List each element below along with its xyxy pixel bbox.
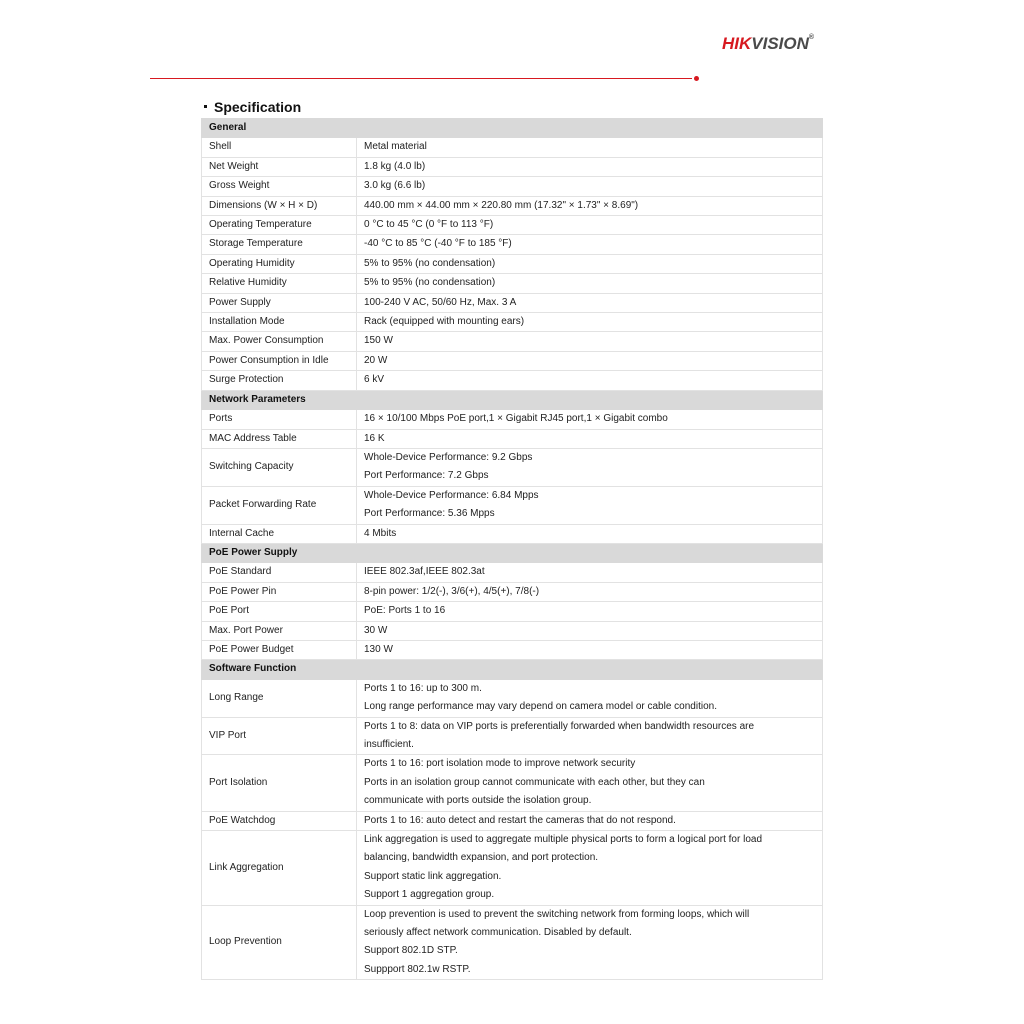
spec-value-line: 5% to 95% (no condensation) (364, 257, 496, 269)
spec-value-line: balancing, bandwidth expansion, and port protection. (364, 852, 599, 864)
spec-value-line: communicate with ports outside the isolation group. (364, 795, 592, 807)
spec-label: VIP Port (202, 717, 357, 755)
spec-value (357, 138, 823, 157)
table-row (202, 332, 823, 351)
logo-registered-mark: ® (808, 34, 815, 41)
spec-value-line: 1.8 kg (4.0 lb) (364, 160, 426, 172)
spec-value-line: 130 W (364, 643, 393, 655)
spec-value (357, 563, 823, 582)
spec-value (357, 582, 823, 601)
table-row (202, 448, 823, 486)
spec-value-line: 30 W (364, 624, 388, 636)
spec-value-line: Link aggregation is used to aggregate multiple physical ports to form a logical port for load (364, 834, 763, 846)
spec-value-line: Whole-Device Performance: 6.84 Mpps (364, 489, 539, 501)
spec-value-line: 4 Mbits (364, 527, 397, 539)
section-header-row (202, 660, 823, 679)
table-row (202, 429, 823, 448)
spec-label: PoE Watchdog (202, 811, 357, 830)
spec-value-line: Ports 1 to 16: auto detect and restart the cameras that do not respond. (364, 814, 676, 826)
page-title-text: Specification (214, 99, 302, 115)
table-row (202, 755, 823, 811)
table-row (202, 905, 823, 980)
spec-label: Port Isolation (202, 755, 357, 811)
spec-label: PoE Power Pin (202, 582, 357, 601)
spec-value (357, 811, 823, 830)
spec-label: Power Consumption in Idle (202, 351, 357, 370)
logo-vision: VISION (751, 34, 809, 53)
spec-label: Relative Humidity (202, 274, 357, 293)
spec-label: Storage Temperature (202, 235, 357, 254)
spec-value-line: Support 802.1D STP. (364, 945, 458, 957)
spec-value-line: Whole-Device Performance: 9.2 Gbps (364, 451, 533, 463)
spec-value-line: 100-240 V AC, 50/60 Hz, Max. 3 A (364, 296, 517, 308)
section-header: Network Parameters (202, 390, 823, 409)
section-header: PoE Power Supply (202, 543, 823, 562)
spec-label: Gross Weight (202, 177, 357, 196)
table-row (202, 679, 823, 717)
table-row (202, 157, 823, 176)
spec-value (357, 640, 823, 659)
spec-label: Max. Power Consumption (202, 332, 357, 351)
spec-label: Surge Protection (202, 371, 357, 390)
table-row (202, 371, 823, 390)
spec-value (357, 196, 823, 215)
spec-value (357, 216, 823, 235)
spec-label: PoE Standard (202, 563, 357, 582)
spec-label: Operating Temperature (202, 216, 357, 235)
spec-value-line: 440.00 mm × 44.00 mm × 220.80 mm (17.32" × 1.73" × 8.69") (364, 199, 639, 211)
spec-label: PoE Power Budget (202, 640, 357, 659)
spec-label: Internal Cache (202, 524, 357, 543)
spec-value-line: Rack (equipped with mounting ears) (364, 316, 525, 328)
table-row (202, 138, 823, 157)
spec-label: Shell (202, 138, 357, 157)
spec-label: Operating Humidity (202, 254, 357, 273)
spec-value-line: Port Performance: 5.36 Mpps (364, 508, 495, 520)
section-header-row (202, 543, 823, 562)
spec-label: Installation Mode (202, 313, 357, 332)
spec-label: Loop Prevention (202, 905, 357, 980)
table-row (202, 293, 823, 312)
spec-label: Max. Port Power (202, 621, 357, 640)
spec-value-line: Long range performance may vary depend on camera model or cable condition. (364, 701, 717, 713)
spec-value-line: Port Performance: 7.2 Gbps (364, 470, 489, 482)
spec-value (357, 429, 823, 448)
spec-label: Packet Forwarding Rate (202, 486, 357, 524)
spec-value (357, 905, 823, 980)
page-title (204, 99, 301, 115)
spec-value-line: Support 1 aggregation group. (364, 889, 495, 901)
spec-value-line: insufficient. (364, 739, 414, 750)
spec-value-line: 16 × 10/100 Mbps PoE port,1 × Gigabit RJ45 port,1 × Gigabit combo (364, 413, 668, 425)
spec-value (357, 274, 823, 293)
spec-value-line: 6 kV (364, 374, 385, 386)
table-row (202, 582, 823, 601)
spec-value-line: 8-pin power: 1/2(-), 3/6(+), 4/5(+), 7/8(-) (364, 585, 540, 597)
spec-label: Ports (202, 410, 357, 429)
spec-value-line: Ports in an isolation group cannot communicate with each other, but they can (364, 776, 705, 788)
spec-value (357, 524, 823, 543)
section-header: Software Function (202, 660, 823, 679)
bullet-icon (204, 105, 207, 108)
table-row (202, 254, 823, 273)
spec-value-line: Metal material (364, 141, 427, 153)
table-row (202, 831, 823, 906)
spec-label: MAC Address Table (202, 429, 357, 448)
table-row (202, 177, 823, 196)
spec-label: Link Aggregation (202, 831, 357, 906)
spec-value (357, 755, 823, 811)
table-row (202, 621, 823, 640)
spec-value-line: 16 K (364, 432, 385, 444)
spec-value-line: Ports 1 to 16: port isolation mode to improve network security (364, 758, 636, 770)
table-row (202, 313, 823, 332)
table-row (202, 524, 823, 543)
spec-value-line: Support static link aggregation. (364, 870, 502, 882)
spec-value (357, 410, 823, 429)
spec-value (357, 371, 823, 390)
table-row (202, 216, 823, 235)
spec-value (357, 254, 823, 273)
header-divider-dot (694, 76, 699, 81)
table-row (202, 811, 823, 830)
spec-value (357, 157, 823, 176)
table-row (202, 602, 823, 621)
hikvision-logo (722, 34, 814, 54)
spec-value-line: 0 °C to 45 °C (0 °F to 113 °F) (364, 219, 494, 231)
table-row (202, 196, 823, 215)
logo-hik: HIK (722, 34, 752, 53)
specification-table (201, 118, 823, 980)
table-row (202, 274, 823, 293)
spec-value-line: 3.0 kg (6.6 lb) (364, 180, 426, 192)
spec-value (357, 679, 823, 717)
table-row (202, 717, 823, 755)
header-divider (150, 78, 692, 79)
spec-label: Net Weight (202, 157, 357, 176)
spec-value (357, 448, 823, 486)
table-row (202, 640, 823, 659)
spec-label: PoE Port (202, 602, 357, 621)
spec-value (357, 177, 823, 196)
spec-label: Dimensions (W × H × D) (202, 196, 357, 215)
spec-value-line: PoE: Ports 1 to 16 (364, 605, 446, 617)
spec-value (357, 621, 823, 640)
section-header-row (202, 390, 823, 409)
spec-value-line: Ports 1 to 8: data on VIP ports is preferentially forwarded when bandwidth resources are (364, 720, 755, 732)
spec-value (357, 717, 823, 755)
spec-value-line: Loop prevention is used to prevent the switching network from forming loops, which will (364, 908, 750, 920)
spec-value (357, 332, 823, 351)
table-row (202, 410, 823, 429)
spec-value-line: seriously affect network communication. Disabled by default. (364, 927, 632, 939)
spec-value (357, 486, 823, 524)
table-row (202, 486, 823, 524)
section-header: General (202, 119, 823, 138)
spec-value (357, 313, 823, 332)
spec-value-line: 5% to 95% (no condensation) (364, 277, 496, 289)
spec-value (357, 235, 823, 254)
spec-value (357, 351, 823, 370)
spec-label: Power Supply (202, 293, 357, 312)
spec-label: Long Range (202, 679, 357, 717)
section-header-row (202, 119, 823, 138)
table-row (202, 235, 823, 254)
spec-value-line: Ports 1 to 16: up to 300 m. (364, 682, 482, 694)
table-row (202, 351, 823, 370)
spec-value (357, 293, 823, 312)
spec-value (357, 831, 823, 906)
spec-value-line: 20 W (364, 354, 388, 366)
spec-value-line: 150 W (364, 335, 393, 347)
spec-value-line: -40 °C to 85 °C (-40 °F to 185 °F) (364, 238, 512, 250)
spec-value-line: Suppport 802.1w RSTP. (364, 963, 471, 975)
spec-value-line: IEEE 802.3af,IEEE 802.3at (364, 566, 485, 578)
spec-value (357, 602, 823, 621)
table-row (202, 563, 823, 582)
spec-label: Switching Capacity (202, 448, 357, 486)
